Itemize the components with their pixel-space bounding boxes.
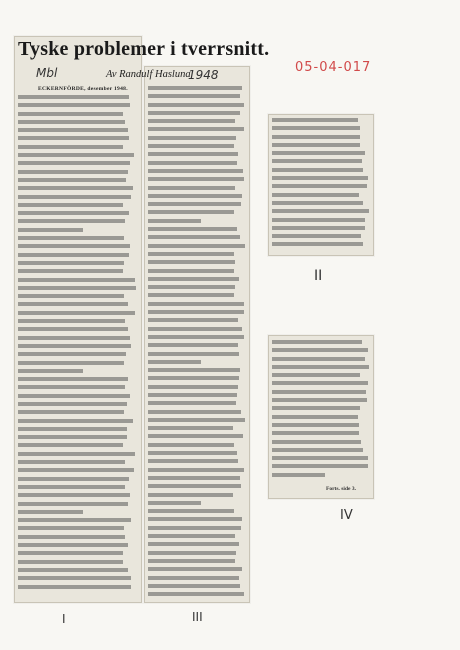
text-line [18,385,125,389]
text-line [148,451,237,455]
text-line [148,127,244,131]
text-line [148,567,242,571]
text-line [148,260,235,264]
text-line [148,111,240,115]
text-line [148,509,234,513]
text-line [18,576,131,580]
text-line [18,551,123,555]
text-line [148,194,242,198]
text-line [18,369,83,373]
text-line [18,253,129,257]
text-line [148,534,235,538]
text-line [272,143,360,147]
text-line [272,176,368,180]
text-line [148,517,242,521]
text-line [148,285,235,289]
article-text-column-2 [148,86,245,598]
text-line [148,468,244,472]
text-line [18,145,123,149]
text-line [18,170,128,174]
text-line [272,193,359,197]
text-line [272,448,363,452]
text-line [148,169,243,173]
handwritten-column-numeral-4: IV [340,508,353,523]
text-line [18,477,129,481]
text-line [148,443,234,447]
handwritten-column-numeral-3: III [192,610,203,624]
text-line [18,518,131,522]
text-line [148,410,241,414]
text-line [148,335,244,339]
text-line [18,203,123,207]
handwritten-source-note: Mbl [36,66,58,80]
text-line [18,153,134,157]
text-line [272,464,368,468]
text-line [148,144,234,148]
text-line [18,468,134,472]
text-line [272,440,361,444]
text-line [272,234,361,238]
text-line [18,452,135,456]
text-line [18,443,123,447]
text-line [272,423,359,427]
text-line [148,360,201,364]
text-line [148,310,244,314]
text-line [18,244,130,248]
text-line [148,293,234,297]
text-line [148,86,242,90]
text-line [272,398,367,402]
text-line [148,235,240,239]
handwritten-year-note: 1948 [188,68,219,82]
text-line [148,501,201,505]
text-line [18,128,128,132]
text-line [272,151,365,155]
text-line [148,302,244,306]
text-line [148,119,235,123]
text-line [18,526,124,530]
text-line [272,456,368,460]
text-line [148,202,241,206]
text-line [18,327,128,331]
text-line [18,261,124,265]
text-line [272,365,369,369]
article-headline: Tyske problemer i tverrsnitt. [18,38,270,60]
text-line [148,210,234,214]
text-line [18,560,123,564]
text-line [18,485,125,489]
text-line [148,343,238,347]
article-text-column-1 [18,95,136,600]
text-line [18,219,125,223]
text-line [18,278,135,282]
text-line [18,120,125,124]
text-line [18,228,83,232]
text-line [18,195,131,199]
text-line [148,318,238,322]
text-line [148,103,244,107]
text-line [18,286,136,290]
article-text-column-4 [272,340,369,482]
text-line [18,352,126,356]
text-line [18,112,123,116]
text-line [272,415,358,419]
text-line [148,385,238,389]
text-line [18,493,130,497]
text-line [272,226,365,230]
text-line [148,269,234,273]
text-line [272,126,360,130]
text-line [272,431,359,435]
text-line [18,510,83,514]
text-line [148,244,245,248]
article-text-column-3 [272,118,369,250]
text-line [18,336,130,340]
text-line [148,227,237,231]
text-line [272,168,363,172]
text-line [272,373,360,377]
text-line [148,352,239,356]
text-line [18,319,125,323]
text-line [148,177,244,181]
text-line [148,592,244,596]
text-line [148,277,239,281]
text-line [148,327,242,331]
text-line [148,576,239,580]
text-line [148,551,236,555]
text-line [148,393,237,397]
text-line [18,211,129,215]
text-line [148,559,235,563]
text-line [148,426,233,430]
text-line [148,136,236,140]
handwritten-column-numeral-2: II [314,268,323,284]
text-line [148,526,241,530]
text-line [272,381,368,385]
text-line [18,186,133,190]
text-line [148,542,239,546]
text-line [272,135,360,139]
text-line [18,402,127,406]
text-line [148,484,241,488]
text-line [18,311,135,315]
text-line [18,410,124,414]
text-line [18,236,124,240]
text-line [272,406,360,410]
text-line [18,344,131,348]
text-line [272,209,369,213]
text-line [18,361,124,365]
text-line [272,184,367,188]
article-byline: Av Randulf Hasluna [106,69,191,80]
text-line [18,435,127,439]
text-line [18,568,128,572]
text-line [148,252,234,256]
text-line [272,357,365,361]
text-line [18,95,129,99]
text-line [18,394,130,398]
text-line [272,201,363,205]
text-line [148,418,245,422]
text-line [148,161,237,165]
text-line [148,434,243,438]
text-line [18,419,133,423]
text-line [18,543,128,547]
text-line [18,178,126,182]
text-line [18,294,124,298]
text-line [18,136,129,140]
text-line [148,376,239,380]
text-line [148,368,240,372]
handwritten-column-numeral-1: I [62,612,66,626]
text-line [18,427,127,431]
text-line [18,103,130,107]
text-line [18,585,131,589]
text-line [18,377,128,381]
text-line [148,584,240,588]
text-line [18,302,128,306]
text-line [148,94,240,98]
text-line [148,493,233,497]
text-line [272,390,366,394]
text-line [18,269,123,273]
article-dateline: ECKERNFÖRDE, desember 1948. [38,86,128,92]
text-line [18,502,128,506]
text-line [148,476,240,480]
text-line [148,152,238,156]
text-line [272,348,368,352]
text-line [148,459,238,463]
text-line [148,186,235,190]
text-line [272,118,358,122]
continued-note: Forts. side 3. [326,486,356,492]
text-line [272,340,362,344]
archive-date-stamp: 05-04-017 [295,60,372,75]
text-line [18,460,125,464]
text-line [18,161,130,165]
text-line [272,159,362,163]
text-line [272,218,365,222]
text-line [18,535,125,539]
text-line [148,401,236,405]
text-line [272,242,363,246]
text-line [148,219,201,223]
text-line [272,473,325,477]
